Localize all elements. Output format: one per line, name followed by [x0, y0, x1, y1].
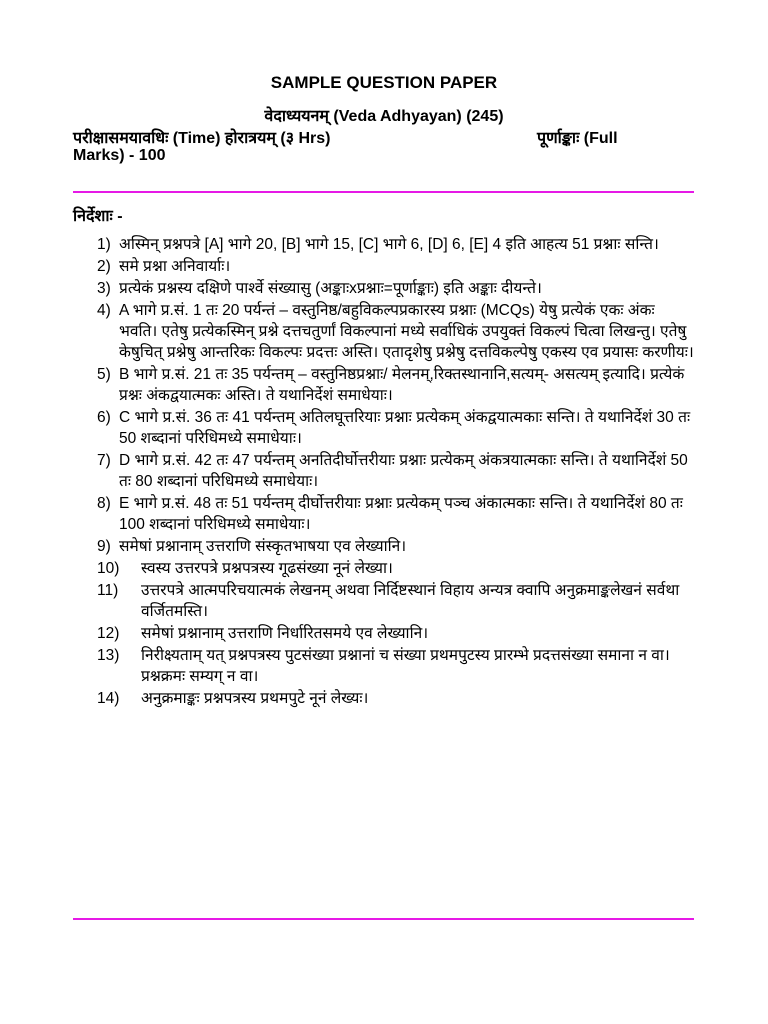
item-text: अनुक्रमाङ्कः प्रश्नपत्रस्य प्रथमपुटे नूनं लेख्यः। [141, 690, 369, 707]
list-item [97, 623, 697, 644]
list-item [97, 234, 697, 255]
item-text: स्वस्य उत्तरपत्रे प्रश्नपत्रस्य गूढसंख्या नूनं लेख्या। [141, 560, 393, 577]
item-number: 8) [97, 495, 111, 512]
list-item [97, 536, 697, 557]
marks-line: पूर्णाङ्काः (Full [537, 130, 618, 147]
item-text: D भागे प्र.सं. 42 तः 47 पर्यन्तम् अनतिदीर्घोत्तरीयाः प्रश्नाः प्रत्येकम् अंकत्रयात्मकाः सन्ति। ते यथानिर्देशं 50 तः 80 शब्दानां परिधिमध्ये समाधेयाः। [119, 452, 688, 490]
item-number: 5) [97, 366, 111, 383]
item-number: 2) [97, 258, 111, 275]
page-title: SAMPLE QUESTION PAPER [270, 73, 498, 92]
item-text: उत्तरपत्रे आत्मपरिचयात्मकं लेखनम् अथवा निर्दिष्टस्थानं विहाय अन्यत्र क्वापि अनुक्रमाङ्कलेखनं सर्वथा वर्जितमस्ति। [141, 582, 680, 620]
list-item [97, 645, 697, 687]
item-text: B भागे प्र.सं. 21 तः 35 पर्यन्तम् – वस्तुनिष्ठप्रश्नाः/ मेलनम्,रिक्तस्थानानि,सत्यम्- असत्यम् इत्यादि। प्रत्येकं प्रश्नः अंकद्वयात्मकः अस्ति। ते यथानिर्देशं समाधेयाः। [119, 366, 685, 404]
item-number: 1) [97, 236, 111, 253]
item-number: 7) [97, 452, 111, 469]
item-number: 11) [97, 582, 119, 599]
list-item [97, 688, 697, 709]
instructions-list [97, 234, 697, 710]
list-item [97, 450, 697, 492]
list-item [97, 300, 697, 363]
item-text: समेषां प्रश्नानाम् उत्तराणि संस्कृतभाषया एव लेख्यानि। [119, 538, 407, 555]
item-number: 14) [97, 690, 120, 707]
item-text: अस्मिन् प्रश्नपत्रे [A] भागे 20, [B] भागे 15, [C] भागे 6, [D] 6, [E] 4 इति आहत्य 51 प्रश्नाः सन्ति। [119, 236, 659, 253]
item-number: 6) [97, 409, 111, 426]
marks-line-continued: Marks) - 100 [73, 147, 166, 164]
time-line: परीक्षासमयावधिः (Time) होरात्रयम् (३ Hrs) [73, 130, 331, 147]
list-item [97, 364, 697, 406]
item-number: 12) [97, 625, 120, 642]
top-divider [73, 191, 694, 193]
bottom-divider [73, 918, 694, 920]
item-number: 9) [97, 538, 111, 555]
subject-line: वेदाध्ययनम् (Veda Adhyayan) (245) [264, 108, 504, 125]
list-item [97, 558, 697, 579]
item-text: प्रत्येकं प्रश्नस्य दक्षिणे पार्श्वे संख्यासु (अङ्काःxप्रश्नाः=पूर्णाङ्काः) इति अङ्काः दीयन्ते। [119, 280, 542, 297]
item-text: C भागे प्र.सं. 36 तः 41 पर्यन्तम् अतिलघूत्तरियाः प्रश्नाः प्रत्येकम् अंकद्वयात्मकाः सन्ति। ते यथानिर्देशं 30 तः 50 शब्दानां परिधिमध्ये समाधेयाः। [119, 409, 691, 447]
instructions-heading: निर्देशाः - [73, 208, 123, 225]
item-text: समे प्रश्ना अनिवार्याः। [119, 258, 231, 275]
item-text: E भागे प्र.सं. 48 तः 51 पर्यन्तम् दीर्घोत्तरीयाः प्रश्नाः प्रत्येकम् पञ्च अंकात्मकाः सन्ति। ते यथानिर्देशं 80 तः 100 शब्दानां परिधिमध्ये समाधेयाः। [119, 495, 683, 533]
list-item [97, 407, 697, 449]
item-text: A भागे प्र.सं. 1 तः 20 पर्यन्तं – वस्तुनिष्ठ/बहुविकल्पप्रकारस्य प्रश्नाः (MCQs) येषु प्रत्येकं एकः अंकः भवति। एतेषु प्रत्येकस्मिन् प्रश्ने दत्तचतुर्णां विकल्पानां मध्ये सर्वाधिकं उपयुक्तं विकल्पं चित्वा लिखन्तु। एतेषु केषुचित् प्रश्नेषु आन्तरिकः विकल्पः प्रदत्तः अस्ति। एतादृशेषु प्रश्नेषु दत्तविकल्पेषु एकस्य एव प्रयासः करणीयः। [119, 302, 694, 361]
list-item [97, 278, 697, 299]
list-item [97, 493, 697, 535]
list-item [97, 580, 697, 622]
item-number: 4) [97, 302, 111, 319]
list-item [97, 256, 697, 277]
item-text: निरीक्ष्यताम् यत् प्रश्नपत्रस्य पुटसंख्या प्रश्नानां च संख्या प्रथमपुटस्य प्रारम्भे प्रदत्तसंख्या समाना न वा। प्रश्नक्रमः सम्यग् न वा। [141, 647, 670, 685]
item-number: 3) [97, 280, 111, 297]
item-text: समेषां प्रश्नानाम् उत्तराणि निर्धारितसमये एव लेख्यानि। [141, 625, 429, 642]
item-number: 10) [97, 560, 120, 577]
item-number: 13) [97, 647, 120, 664]
